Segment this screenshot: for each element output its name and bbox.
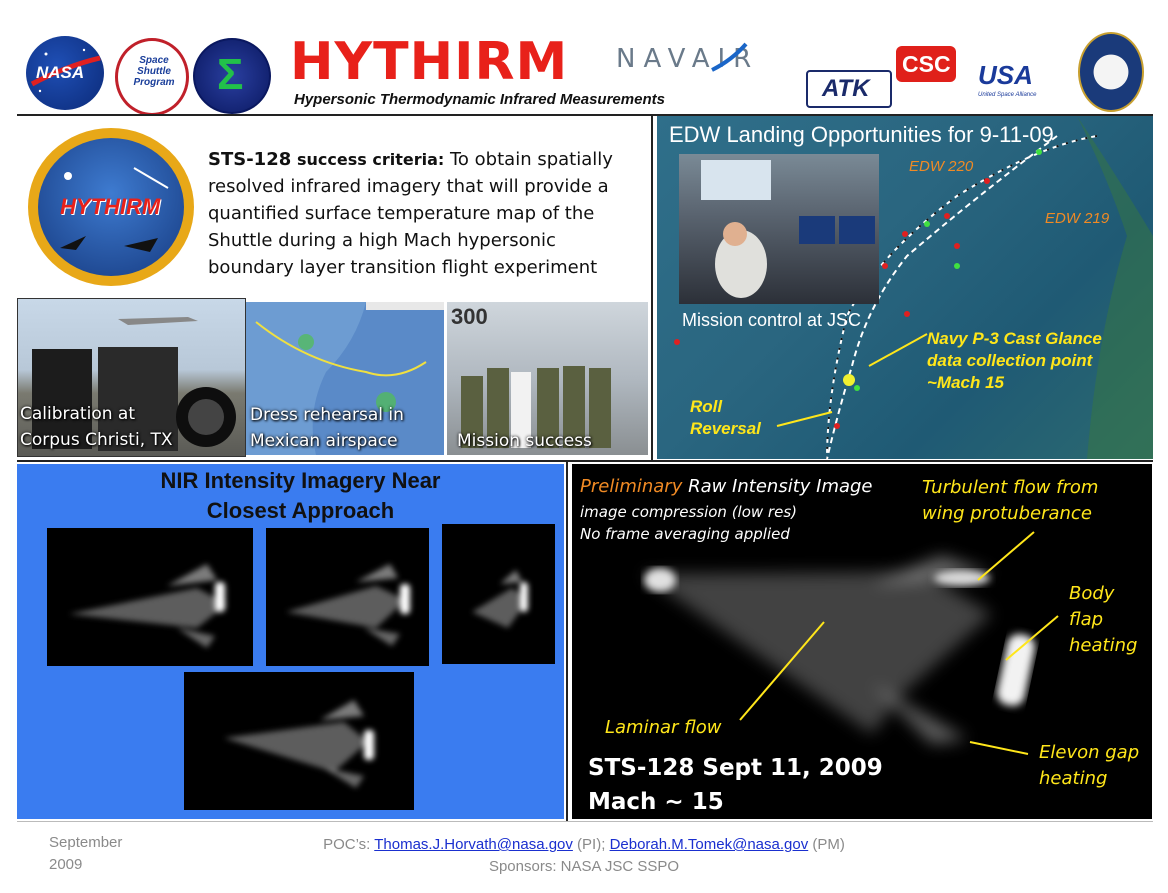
nir-panel [17, 464, 564, 819]
navair-logo-text: NAVAIR [616, 44, 760, 74]
rehearsal-radar-photo [246, 302, 444, 455]
page-subtitle: Hypersonic Thermodynamic Infrared Measurements [294, 91, 665, 108]
navy-callout-line1: Navy P-3 Cast Glance [927, 329, 1102, 348]
elevon-callout-line1: Elevon gap [1039, 742, 1140, 763]
engineering-excellence-logo [193, 38, 271, 114]
laminar-callout: Laminar flow [605, 717, 722, 738]
usa-logo-subtext: United Space Alliance [978, 92, 1037, 98]
badge-center-text: HYTHIRM [60, 194, 161, 219]
navy-seal-logo [1078, 32, 1144, 112]
mission-control-caption: Mission control at JSC [682, 310, 862, 330]
atk-logo [806, 70, 892, 108]
roll-callout-line1: Roll [690, 397, 723, 416]
criteria-text: To obtain spatially resolved infrared imagery that will provide a quantified surface temperature map of the Shuttle during a high Mach hypersonic boundary layer transition flight experiment [208, 149, 613, 278]
shuttle-glow-3 [442, 524, 555, 664]
mach-line: Mach ~ 15 [588, 789, 724, 815]
poc2-role: (PM) [808, 836, 845, 853]
elevon-callout-line2: heating [1039, 768, 1108, 789]
footer-year: 2009 [49, 856, 83, 873]
edw219-label: EDW 219 [1045, 210, 1110, 227]
bottom-vertical-divider [566, 460, 568, 821]
navy-callout-line2: data collection point [927, 351, 1093, 370]
nir-frame-2 [266, 528, 429, 666]
body-flap-callout-line1: Body [1069, 583, 1115, 604]
hythirm-badge [28, 128, 194, 286]
shuttle-glow-2 [266, 528, 429, 666]
rehearsal-caption-line2: Mexican airspace [250, 431, 398, 451]
calibration-photo [17, 298, 246, 457]
nir-title-line2: Closest Approach [206, 498, 395, 523]
mission-success-photo [447, 302, 648, 455]
frame-averaging-note: No frame averaging applied [580, 525, 790, 543]
sigma-icon: Σ [217, 50, 244, 99]
shuttle-logo-line2: Shuttle [137, 66, 171, 77]
shuttle-program-logo [115, 38, 189, 116]
sts-date-line: STS-128 Sept 11, 2009 [588, 755, 883, 781]
calibration-caption-line2: Corpus Christi, TX [20, 430, 173, 450]
mission-success-caption: Mission success [457, 431, 592, 451]
map-title: EDW Landing Opportunities for 9-11-09 [669, 122, 1054, 147]
turbulent-callout-line2: wing protuberance [922, 503, 1092, 524]
usa-logo [976, 60, 1056, 104]
usa-logo-text: USA [978, 60, 1033, 90]
shuttle-glow-4 [184, 672, 414, 810]
roll-callout-line2: Reversal [690, 419, 761, 438]
body-flap-callout-line2: flap [1069, 609, 1104, 630]
nir-frame-1 [47, 528, 253, 666]
compression-note: image compression (low res) [580, 503, 797, 521]
bottom-divider [17, 821, 1153, 822]
preliminary-label: Preliminary [580, 476, 683, 497]
criteria-lead: STS-128 [208, 149, 292, 170]
turbulent-callout-line1: Turbulent flow from [922, 477, 1099, 498]
footer-month: September [49, 834, 123, 851]
atk-logo-text: ATK [822, 75, 870, 102]
poc1-role: (PI); [572, 836, 610, 853]
csc-logo [896, 46, 956, 82]
top-vertical-divider [651, 114, 653, 461]
nasa-logo [26, 36, 104, 110]
nir-title-line1: NIR Intensity Imagery Near [160, 468, 441, 493]
poc-prefix: POC’s: [323, 836, 375, 853]
page-title: HYTHIRM [290, 32, 569, 92]
success-criteria [208, 146, 638, 281]
poc1-email-link[interactable]: Thomas.J.Horvath@nasa.gov [374, 836, 573, 853]
shuttle-logo-line3: Program [133, 77, 175, 88]
shuttle-glow-1 [47, 528, 253, 666]
nasa-logo-text: NASA [36, 63, 85, 82]
navair-logo [614, 40, 816, 76]
mission-control-photo [679, 154, 879, 304]
edw220-label: EDW 220 [909, 158, 974, 175]
csc-logo-text: CSC [902, 51, 951, 77]
nir-frame-3 [442, 524, 555, 664]
navy-callout-line3: ~Mach 15 [927, 373, 1005, 392]
poc2-email-link[interactable]: Deborah.M.Tomek@nasa.gov [609, 836, 809, 853]
body-flap-callout-line3: heating [1069, 635, 1138, 656]
tail-number: 300 [451, 304, 488, 329]
raw-intensity-panel [572, 464, 1152, 819]
criteria-label: success criteria: [296, 150, 445, 169]
shuttle-logo-line1: Space [139, 55, 169, 66]
nir-frame-4 [184, 672, 414, 810]
middle-divider [17, 460, 1153, 462]
sponsors: Sponsors: NASA JSC SSPO [488, 858, 680, 875]
badge-artwork [38, 138, 184, 276]
landing-map [657, 116, 1153, 459]
raw-title: Raw Intensity Image [682, 476, 873, 497]
rehearsal-caption-line1: Dress rehearsal in [250, 405, 404, 425]
calibration-caption-line1: Calibration at [20, 404, 135, 424]
footer-poc [0, 834, 1168, 878]
